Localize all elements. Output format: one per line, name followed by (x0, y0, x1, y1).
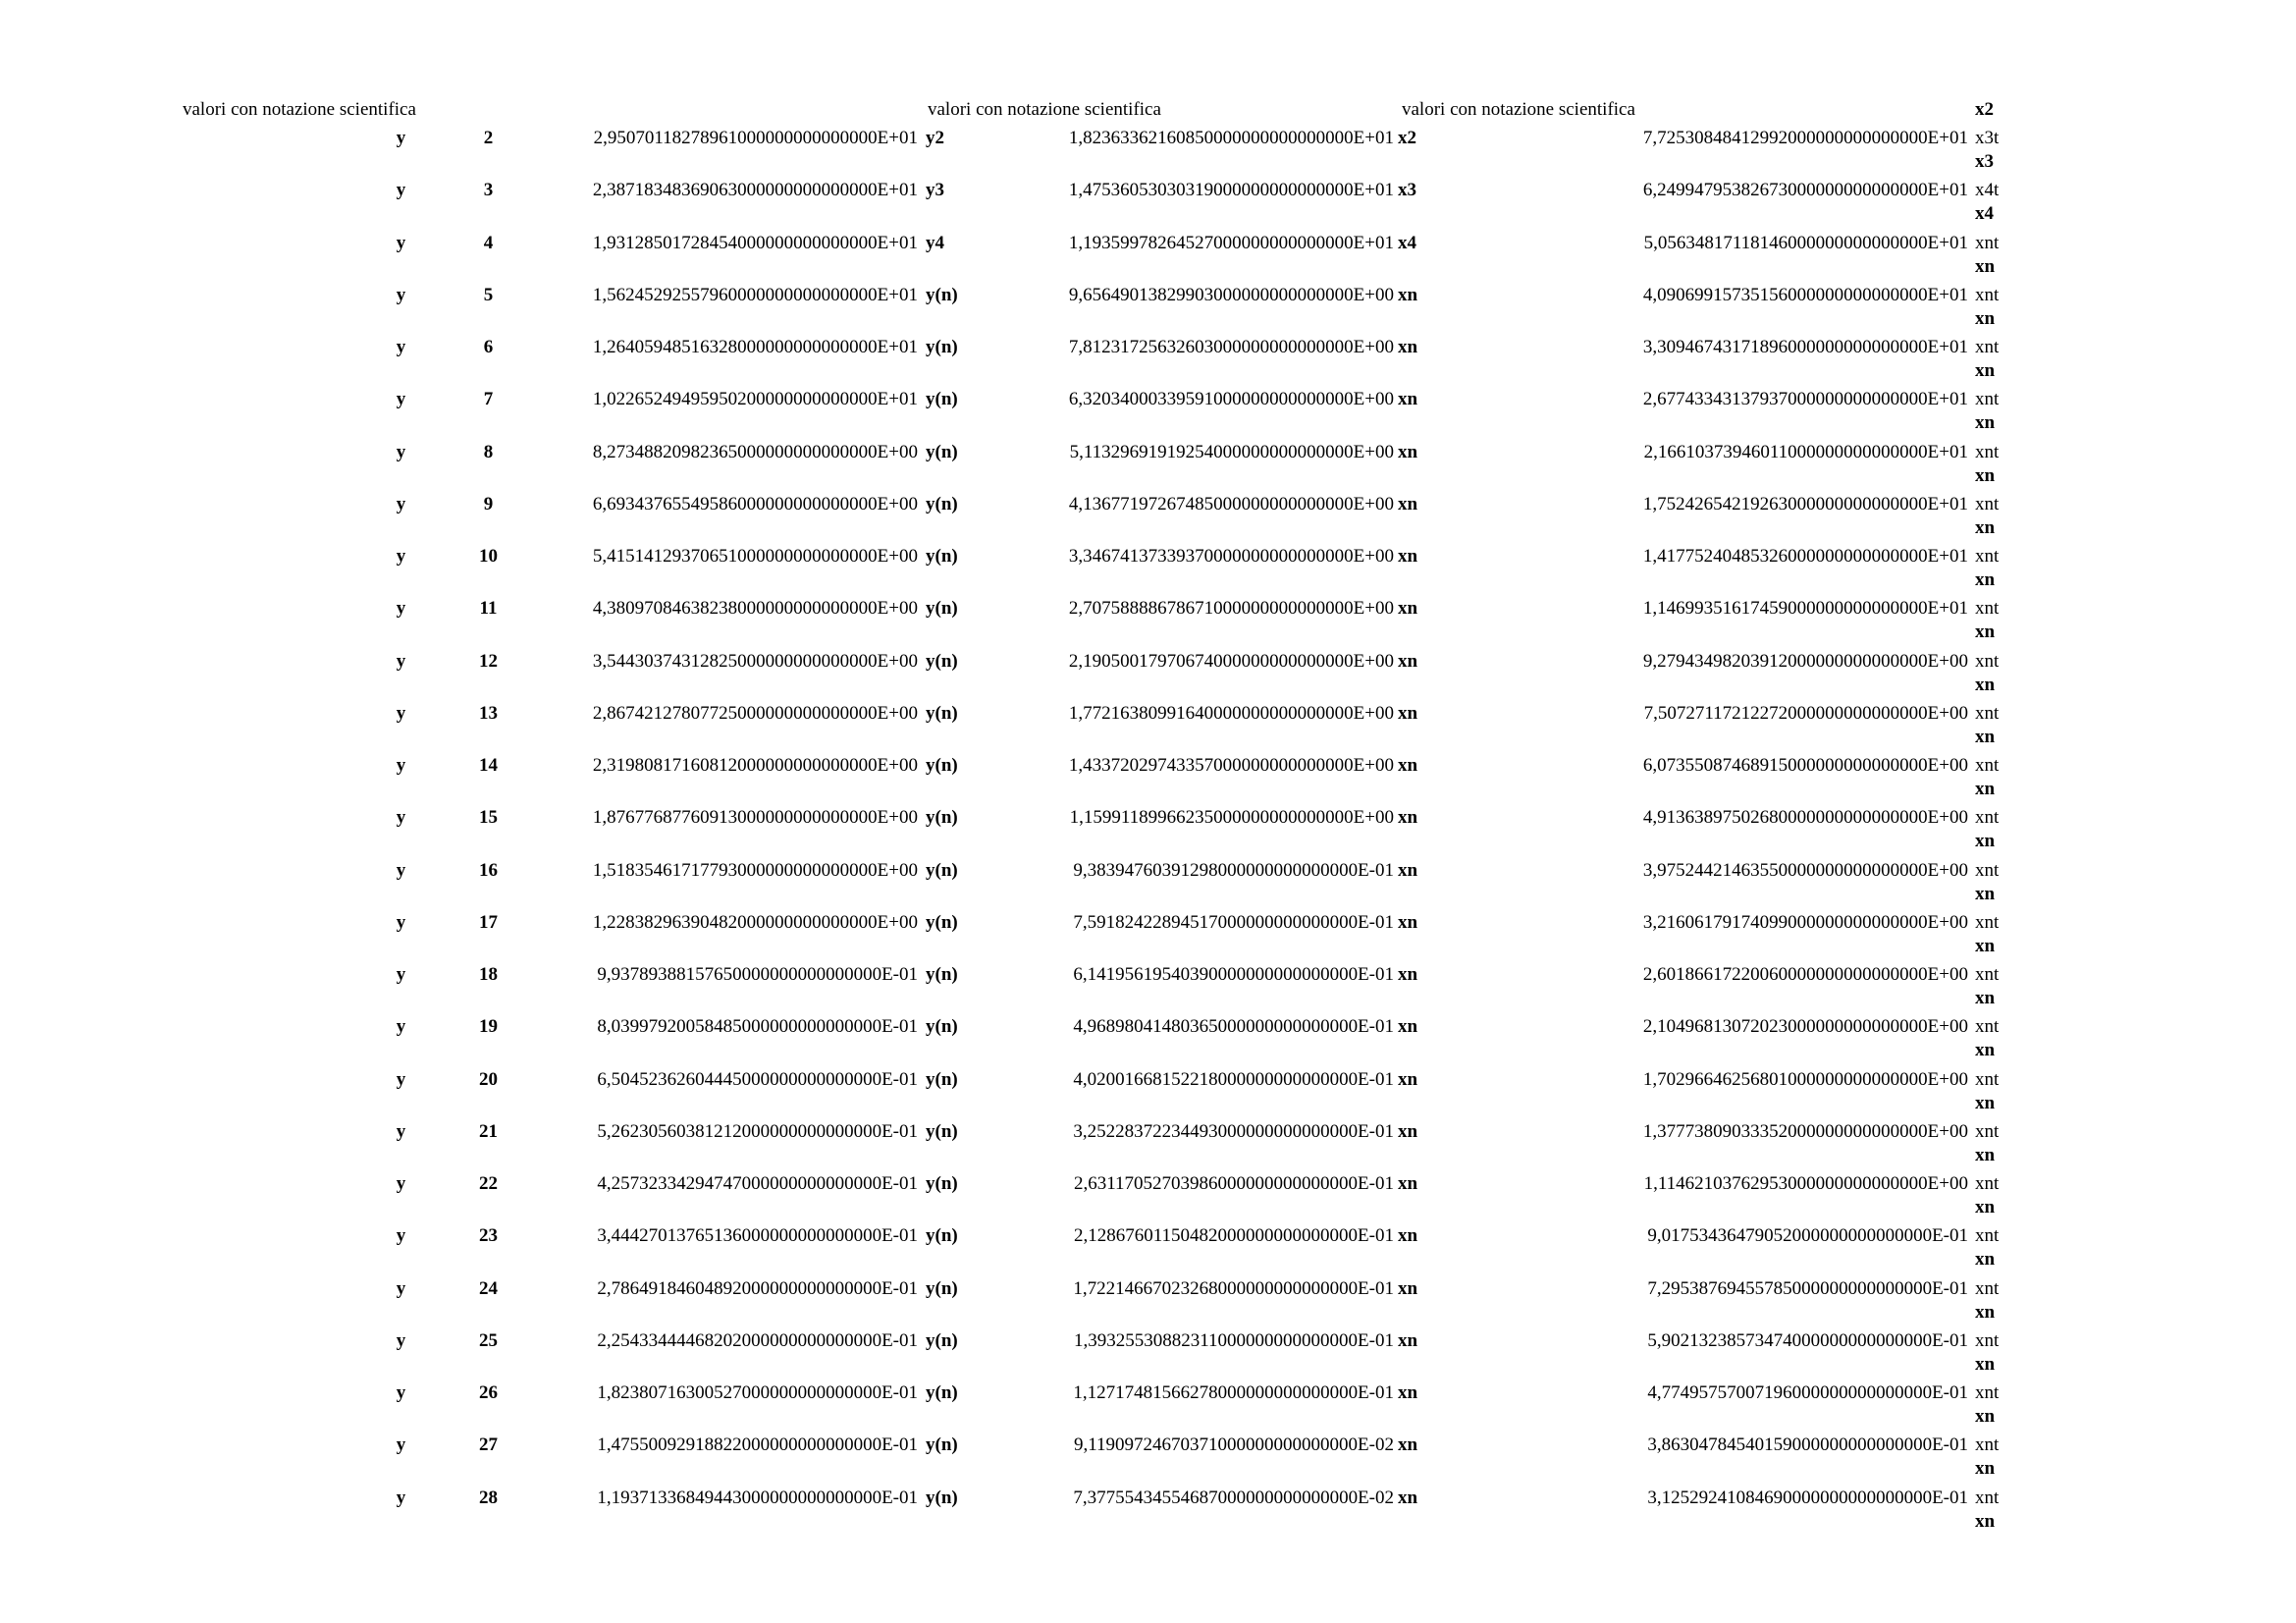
row-label-1: y(n) (926, 911, 958, 933)
row-value-2: 5,11329691919254000000000000000E+00 (1069, 441, 1394, 462)
row-label-2: xn (1398, 1173, 1418, 1194)
row-y-label: y (396, 755, 406, 776)
row-value-2: 9,65649013829903000000000000000E+00 (1068, 284, 1394, 305)
row-label-4: xn (1975, 1092, 1996, 1113)
row-label-4: xn (1975, 674, 1996, 695)
row-value-2: 1,77216380991640000000000000000E+00 (1068, 702, 1394, 724)
row-label-3: xnt (1975, 859, 2000, 881)
row-label-4: xn (1975, 1197, 1996, 1217)
row-value-2: 4,96898041480365000000000000000E-01 (1073, 1016, 1394, 1038)
row-label-4: xn (1975, 1249, 1996, 1271)
row-value-3: 7,29538769455785000000000000000E-01 (1647, 1277, 1968, 1299)
row-label-1: y(n) (926, 1016, 958, 1038)
row-y-label: y (396, 284, 406, 305)
row-label-2: xn (1398, 755, 1418, 776)
row-value-2: 9,11909724670371000000000000000E-02 (1074, 1434, 1394, 1456)
row-label-3: xnt (1975, 284, 2000, 305)
row-index: 13 (479, 702, 498, 724)
row-index: 2 (483, 128, 494, 148)
row-label-1: y2 (926, 128, 944, 148)
row-index: 28 (479, 1487, 498, 1508)
row-index: 19 (479, 1016, 498, 1038)
row-index: 25 (479, 1329, 498, 1351)
row-label-3: xnt (1975, 441, 2000, 462)
row-value-3: 3,21606179174099000000000000000E+00 (1642, 911, 1968, 933)
row-label-4: xn (1975, 831, 1996, 852)
row-label-1: y(n) (926, 1277, 958, 1299)
row-y-label: y (396, 1329, 406, 1351)
row-label-2: x2 (1398, 128, 1416, 148)
row-label-2: x4 (1398, 232, 1416, 253)
row-index: 21 (479, 1120, 498, 1142)
row-value-2: 1,72214667023268000000000000000E-01 (1073, 1277, 1394, 1299)
row-y-label: y (396, 911, 406, 933)
row-y-label: y (396, 1487, 406, 1508)
row-label-2: xn (1398, 1487, 1418, 1508)
row-label-2: xn (1398, 1277, 1418, 1299)
row-value-3: 1,70296646256801000000000000000E+00 (1642, 1068, 1968, 1090)
row-y-label: y (396, 807, 406, 829)
row-label-1: y3 (926, 180, 944, 201)
row-value-2: 1,39325530882311000000000000000E-01 (1074, 1329, 1394, 1351)
row-value-3: 5,05634817118146000000000000000E+01 (1643, 232, 1968, 253)
row-value-3: 1,14699351617459000000000000000E+01 (1642, 598, 1968, 620)
row-label-2: xn (1398, 1120, 1418, 1142)
row-index: 8 (483, 441, 494, 462)
row-value-1: 1,26405948516328000000000000000E+01 (592, 337, 918, 357)
row-value-3: 5,90213238573474000000000000000E-01 (1647, 1329, 1968, 1351)
row-label-1: y(n) (926, 1173, 958, 1194)
row-y-label: y (396, 1173, 406, 1194)
row-value-2: 1,15991189966235000000000000000E+00 (1069, 807, 1394, 829)
row-value-2: 4,13677197267485000000000000000E+00 (1068, 493, 1394, 514)
row-label-2: xn (1398, 1016, 1418, 1038)
row-label-3: xnt (1975, 702, 2000, 724)
row-value-1: 9,93789388157650000000000000000E-01 (597, 964, 918, 985)
row-value-2: 1,12717481566278000000000000000E-01 (1073, 1382, 1394, 1403)
row-index: 10 (479, 546, 498, 567)
row-label-4: xn (1975, 779, 1996, 799)
row-index: 17 (479, 911, 498, 933)
row-label-1: y(n) (926, 493, 958, 514)
row-value-1: 6,69343765549586000000000000000E+00 (592, 493, 918, 514)
row-label-4: xn (1975, 1458, 1996, 1480)
row-value-3: 7,72530848412992000000000000000E+01 (1642, 128, 1968, 148)
row-index: 12 (479, 650, 498, 672)
row-value-2: 7,81231725632603000000000000000E+00 (1068, 337, 1394, 357)
row-value-3: 3,12529241084690000000000000000E-01 (1647, 1487, 1968, 1508)
row-y-label: y (396, 1434, 406, 1456)
row-value-3: 1,75242654219263000000000000000E+01 (1642, 493, 1968, 514)
row-index: 20 (479, 1068, 498, 1090)
row-value-2: 4,02001668152218000000000000000E-01 (1073, 1068, 1394, 1090)
header-col-a: valori con notazione scientifica (183, 99, 416, 120)
row-index: 6 (483, 337, 494, 357)
row-label-2: xn (1398, 702, 1418, 724)
row-label-3: xnt (1975, 1173, 2000, 1194)
row-value-3: 1,37773809033352000000000000000E+00 (1642, 1120, 1968, 1142)
row-value-1: 1,02265249495950200000000000000E+01 (592, 389, 918, 410)
row-value-3: 6,07355087468915000000000000000E+00 (1642, 755, 1968, 776)
row-value-2: 1,19359978264527000000000000000E+01 (1068, 232, 1394, 253)
row-value-2: 1,82363362160850000000000000000E+01 (1068, 128, 1394, 148)
row-label-2: xn (1398, 389, 1418, 410)
row-label-4: xn (1975, 516, 1996, 538)
row-label-2: xn (1398, 964, 1418, 985)
row-label-4: xn (1975, 1144, 1996, 1165)
row-index: 24 (479, 1277, 498, 1299)
row-y-label: y (396, 1016, 406, 1038)
row-label-2: xn (1398, 859, 1418, 881)
row-label-4: xn (1975, 1510, 1996, 1532)
row-value-3: 3,86304784540159000000000000000E-01 (1647, 1434, 1968, 1456)
row-value-3: 9,01753436479052000000000000000E-01 (1647, 1225, 1968, 1247)
row-value-2: 6,32034000339591000000000000000E+00 (1068, 389, 1394, 410)
row-label-1: y(n) (926, 1329, 958, 1351)
row-label-1: y(n) (926, 546, 958, 567)
row-value-3: 6,24994795382673000000000000000E+01 (1642, 180, 1968, 201)
row-value-1: 1,22838296390482000000000000000E+00 (592, 911, 918, 933)
row-y-label: y (396, 1225, 406, 1247)
row-value-2: 3,25228372234493000000000000000E-01 (1073, 1120, 1394, 1142)
row-label-3: xnt (1975, 389, 2000, 410)
row-index: 15 (479, 807, 498, 829)
row-label-1: y(n) (926, 389, 958, 410)
row-label-3: xnt (1975, 1016, 2000, 1038)
row-value-3: 2,16610373946011000000000000000E+01 (1643, 441, 1968, 462)
row-value-3: 4,91363897502680000000000000000E+00 (1642, 807, 1968, 829)
row-label-2: xn (1398, 911, 1418, 933)
row-value-1: 8,03997920058485000000000000000E-01 (597, 1016, 918, 1038)
row-label-1: y(n) (926, 1487, 958, 1508)
row-y-label: y (396, 598, 406, 620)
row-value-2: 9,38394760391298000000000000000E-01 (1073, 859, 1394, 881)
row-index: 16 (479, 859, 498, 881)
row-label-3: xnt (1975, 1329, 2000, 1351)
row-label-4: x4 (1975, 203, 1994, 225)
row-y-label: y (396, 859, 406, 881)
row-value-2: 3,34674137339370000000000000000E+00 (1068, 546, 1394, 567)
row-label-3: x3t (1975, 128, 2000, 148)
row-label-3: xnt (1975, 1434, 2000, 1456)
row-y-label: y (396, 180, 406, 201)
row-y-label: y (396, 546, 406, 567)
row-index: 11 (479, 598, 498, 620)
row-label-3: xnt (1975, 1277, 2000, 1299)
row-label-3: xnt (1975, 1068, 2000, 1090)
row-label-1: y(n) (926, 964, 958, 985)
row-y-label: y (396, 964, 406, 985)
row-value-1: 2,86742127807725000000000000000E+00 (592, 702, 918, 724)
row-index: 7 (483, 389, 494, 410)
row-label-2: xn (1398, 1329, 1418, 1351)
row-label-1: y(n) (926, 807, 958, 829)
row-index: 23 (479, 1225, 498, 1247)
row-index: 26 (479, 1382, 498, 1403)
row-label-2: xn (1398, 441, 1418, 462)
row-label-1: y(n) (926, 650, 958, 672)
row-value-3: 7,50727117212272000000000000000E+00 (1643, 702, 1968, 724)
row-value-2: 2,70758888678671000000000000000E+00 (1068, 598, 1394, 620)
row-label-4: xn (1975, 1353, 1996, 1375)
row-label-2: xn (1398, 546, 1418, 567)
row-label-2: xn (1398, 650, 1418, 672)
row-value-2: 7,59182422894517000000000000000E-01 (1073, 911, 1394, 933)
row-label-1: y(n) (926, 1434, 958, 1456)
row-y-label: y (396, 1277, 406, 1299)
row-label-4: xn (1975, 255, 1996, 277)
row-value-1: 2,78649184604892000000000000000E-01 (597, 1277, 918, 1299)
row-label-1: y(n) (926, 598, 958, 620)
row-y-label: y (396, 389, 406, 410)
row-label-4: xn (1975, 883, 1996, 904)
row-label-3: xnt (1975, 337, 2000, 357)
row-label-4: xn (1975, 307, 1996, 329)
row-label-4: xn (1975, 1406, 1996, 1427)
row-label-1: y(n) (926, 1225, 958, 1247)
row-y-label: y (396, 232, 406, 253)
row-label-1: y(n) (926, 1382, 958, 1403)
row-value-2: 1,43372029743357000000000000000E+00 (1068, 755, 1394, 776)
row-label-1: y(n) (926, 1120, 958, 1142)
row-label-1: y(n) (926, 284, 958, 305)
row-label-4: xn (1975, 360, 1996, 381)
row-value-1: 8,27348820982365000000000000000E+00 (592, 441, 918, 462)
row-label-2: xn (1398, 807, 1418, 829)
row-value-2: 2,12867601150482000000000000000E-01 (1074, 1225, 1394, 1247)
row-label-2: xn (1398, 1434, 1418, 1456)
row-value-1: 1,56245292557960000000000000000E+01 (592, 284, 918, 305)
row-label-1: y(n) (926, 755, 958, 776)
row-label-3: xnt (1975, 755, 2000, 776)
row-label-4: xn (1975, 1040, 1996, 1061)
row-value-2: 6,14195619540390000000000000000E-01 (1073, 964, 1394, 985)
row-label-3: xnt (1975, 598, 2000, 620)
row-value-1: 1,82380716300527000000000000000E-01 (597, 1382, 918, 1403)
row-index: 9 (483, 493, 494, 514)
row-y-label: y (396, 650, 406, 672)
row-label-2: xn (1398, 1225, 1418, 1247)
row-label-4: xn (1975, 935, 1996, 956)
row-index: 3 (483, 180, 494, 201)
row-value-1: 5,41514129370651000000000000000E+00 (592, 546, 918, 567)
row-label-3: xnt (1975, 232, 2000, 253)
row-value-3: 2,67743343137937000000000000000E+01 (1642, 389, 1968, 410)
row-index: 27 (479, 1434, 498, 1456)
row-y-label: y (396, 1120, 406, 1142)
row-label-4: xn (1975, 569, 1996, 590)
row-value-1: 4,25732334294747000000000000000E-01 (597, 1173, 918, 1194)
row-index: 14 (479, 755, 498, 776)
row-value-3: 4,77495757007196000000000000000E-01 (1647, 1382, 1968, 1403)
row-label-2: xn (1398, 1382, 1418, 1403)
row-value-1: 1,47550092918822000000000000000E-01 (597, 1434, 918, 1456)
row-y-label: y (396, 1068, 406, 1090)
row-value-3: 2,10496813072023000000000000000E+00 (1642, 1016, 1968, 1038)
row-label-1: y(n) (926, 859, 958, 881)
row-value-1: 1,87677687760913000000000000000E+00 (592, 807, 918, 829)
row-label-3: xnt (1975, 1120, 2000, 1142)
row-index: 18 (479, 964, 498, 985)
row-value-1: 2,25433444468202000000000000000E-01 (597, 1329, 918, 1351)
row-label-3: xnt (1975, 911, 2000, 933)
row-value-1: 2,38718348369063000000000000000E+01 (592, 180, 918, 201)
row-label-4: xn (1975, 464, 1996, 486)
row-label-4: xn (1975, 412, 1996, 434)
row-value-1: 6,50452362604445000000000000000E-01 (597, 1068, 918, 1090)
row-label-1: y(n) (926, 1068, 958, 1090)
row-value-1: 2,31980817160812000000000000000E+00 (592, 755, 918, 776)
row-label-3: x4t (1975, 180, 2000, 201)
row-y-label: y (396, 128, 406, 148)
header-col-c: valori con notazione scientifica (1402, 99, 1635, 120)
row-value-3: 1,11462103762953000000000000000E+00 (1643, 1173, 1968, 1194)
row-value-1: 4,38097084638238000000000000000E+00 (592, 598, 918, 620)
row-label-4: xn (1975, 622, 1996, 643)
row-label-3: xnt (1975, 1382, 2000, 1403)
row-label-2: xn (1398, 1068, 1418, 1090)
row-value-1: 3,54430374312825000000000000000E+00 (592, 650, 918, 672)
row-value-3: 3,30946743171896000000000000000E+01 (1642, 337, 1968, 357)
row-label-3: xnt (1975, 964, 2000, 985)
row-index: 5 (483, 284, 494, 305)
row-label-1: y(n) (926, 702, 958, 724)
row-value-3: 1,41775240485326000000000000000E+01 (1642, 546, 1968, 567)
row-value-1: 5,26230560381212000000000000000E-01 (597, 1120, 918, 1142)
row-value-2: 2,63117052703986000000000000000E-01 (1074, 1173, 1394, 1194)
row-y-label: y (396, 493, 406, 514)
row-label-1: y4 (926, 232, 944, 253)
row-index: 22 (479, 1173, 498, 1194)
row-y-label: y (396, 702, 406, 724)
header-col-b: valori con notazione scientifica (928, 99, 1161, 120)
row-value-1: 3,44427013765136000000000000000E-01 (597, 1225, 918, 1247)
row-value-3: 2,60186617220060000000000000000E+00 (1642, 964, 1968, 985)
row-label-4: xn (1975, 1301, 1996, 1323)
header-col-d: x2 (1975, 99, 1994, 120)
row-label-1: y(n) (926, 337, 958, 357)
row-label-2: xn (1398, 598, 1418, 620)
row-value-2: 1,47536053030319000000000000000E+01 (1068, 180, 1394, 201)
row-y-label: y (396, 337, 406, 357)
row-value-1: 2,95070118278961000000000000000E+01 (593, 128, 918, 148)
row-label-4: xn (1975, 726, 1996, 747)
row-value-2: 2,19050017970674000000000000000E+00 (1068, 650, 1394, 672)
row-label-2: xn (1398, 337, 1418, 357)
row-value-1: 1,19371336849443000000000000000E-01 (597, 1487, 918, 1508)
row-value-1: 1,93128501728454000000000000000E+01 (592, 232, 918, 253)
row-label-2: xn (1398, 284, 1418, 305)
row-label-4: xn (1975, 988, 1996, 1008)
row-label-3: xnt (1975, 1487, 2000, 1508)
row-value-3: 9,27943498203912000000000000000E+00 (1642, 650, 1968, 672)
row-label-3: xnt (1975, 546, 2000, 567)
row-y-label: y (396, 1382, 406, 1403)
row-label-3: xnt (1975, 807, 2000, 829)
row-label-3: xnt (1975, 493, 2000, 514)
row-value-1: 1,51835461717793000000000000000E+00 (592, 859, 918, 881)
row-value-3: 3,97524421463550000000000000000E+00 (1642, 859, 1968, 881)
row-value-3: 4,09069915735156000000000000000E+01 (1642, 284, 1968, 305)
row-label-1: y(n) (926, 441, 958, 462)
row-value-2: 7,37755434554687000000000000000E-02 (1073, 1487, 1394, 1508)
row-label-3: xnt (1975, 650, 2000, 672)
row-label-2: xn (1398, 493, 1418, 514)
row-label-2: x3 (1398, 180, 1416, 201)
row-label-4: x3 (1975, 151, 1994, 172)
row-y-label: y (396, 441, 406, 462)
row-index: 4 (483, 232, 494, 253)
row-label-3: xnt (1975, 1225, 2000, 1247)
